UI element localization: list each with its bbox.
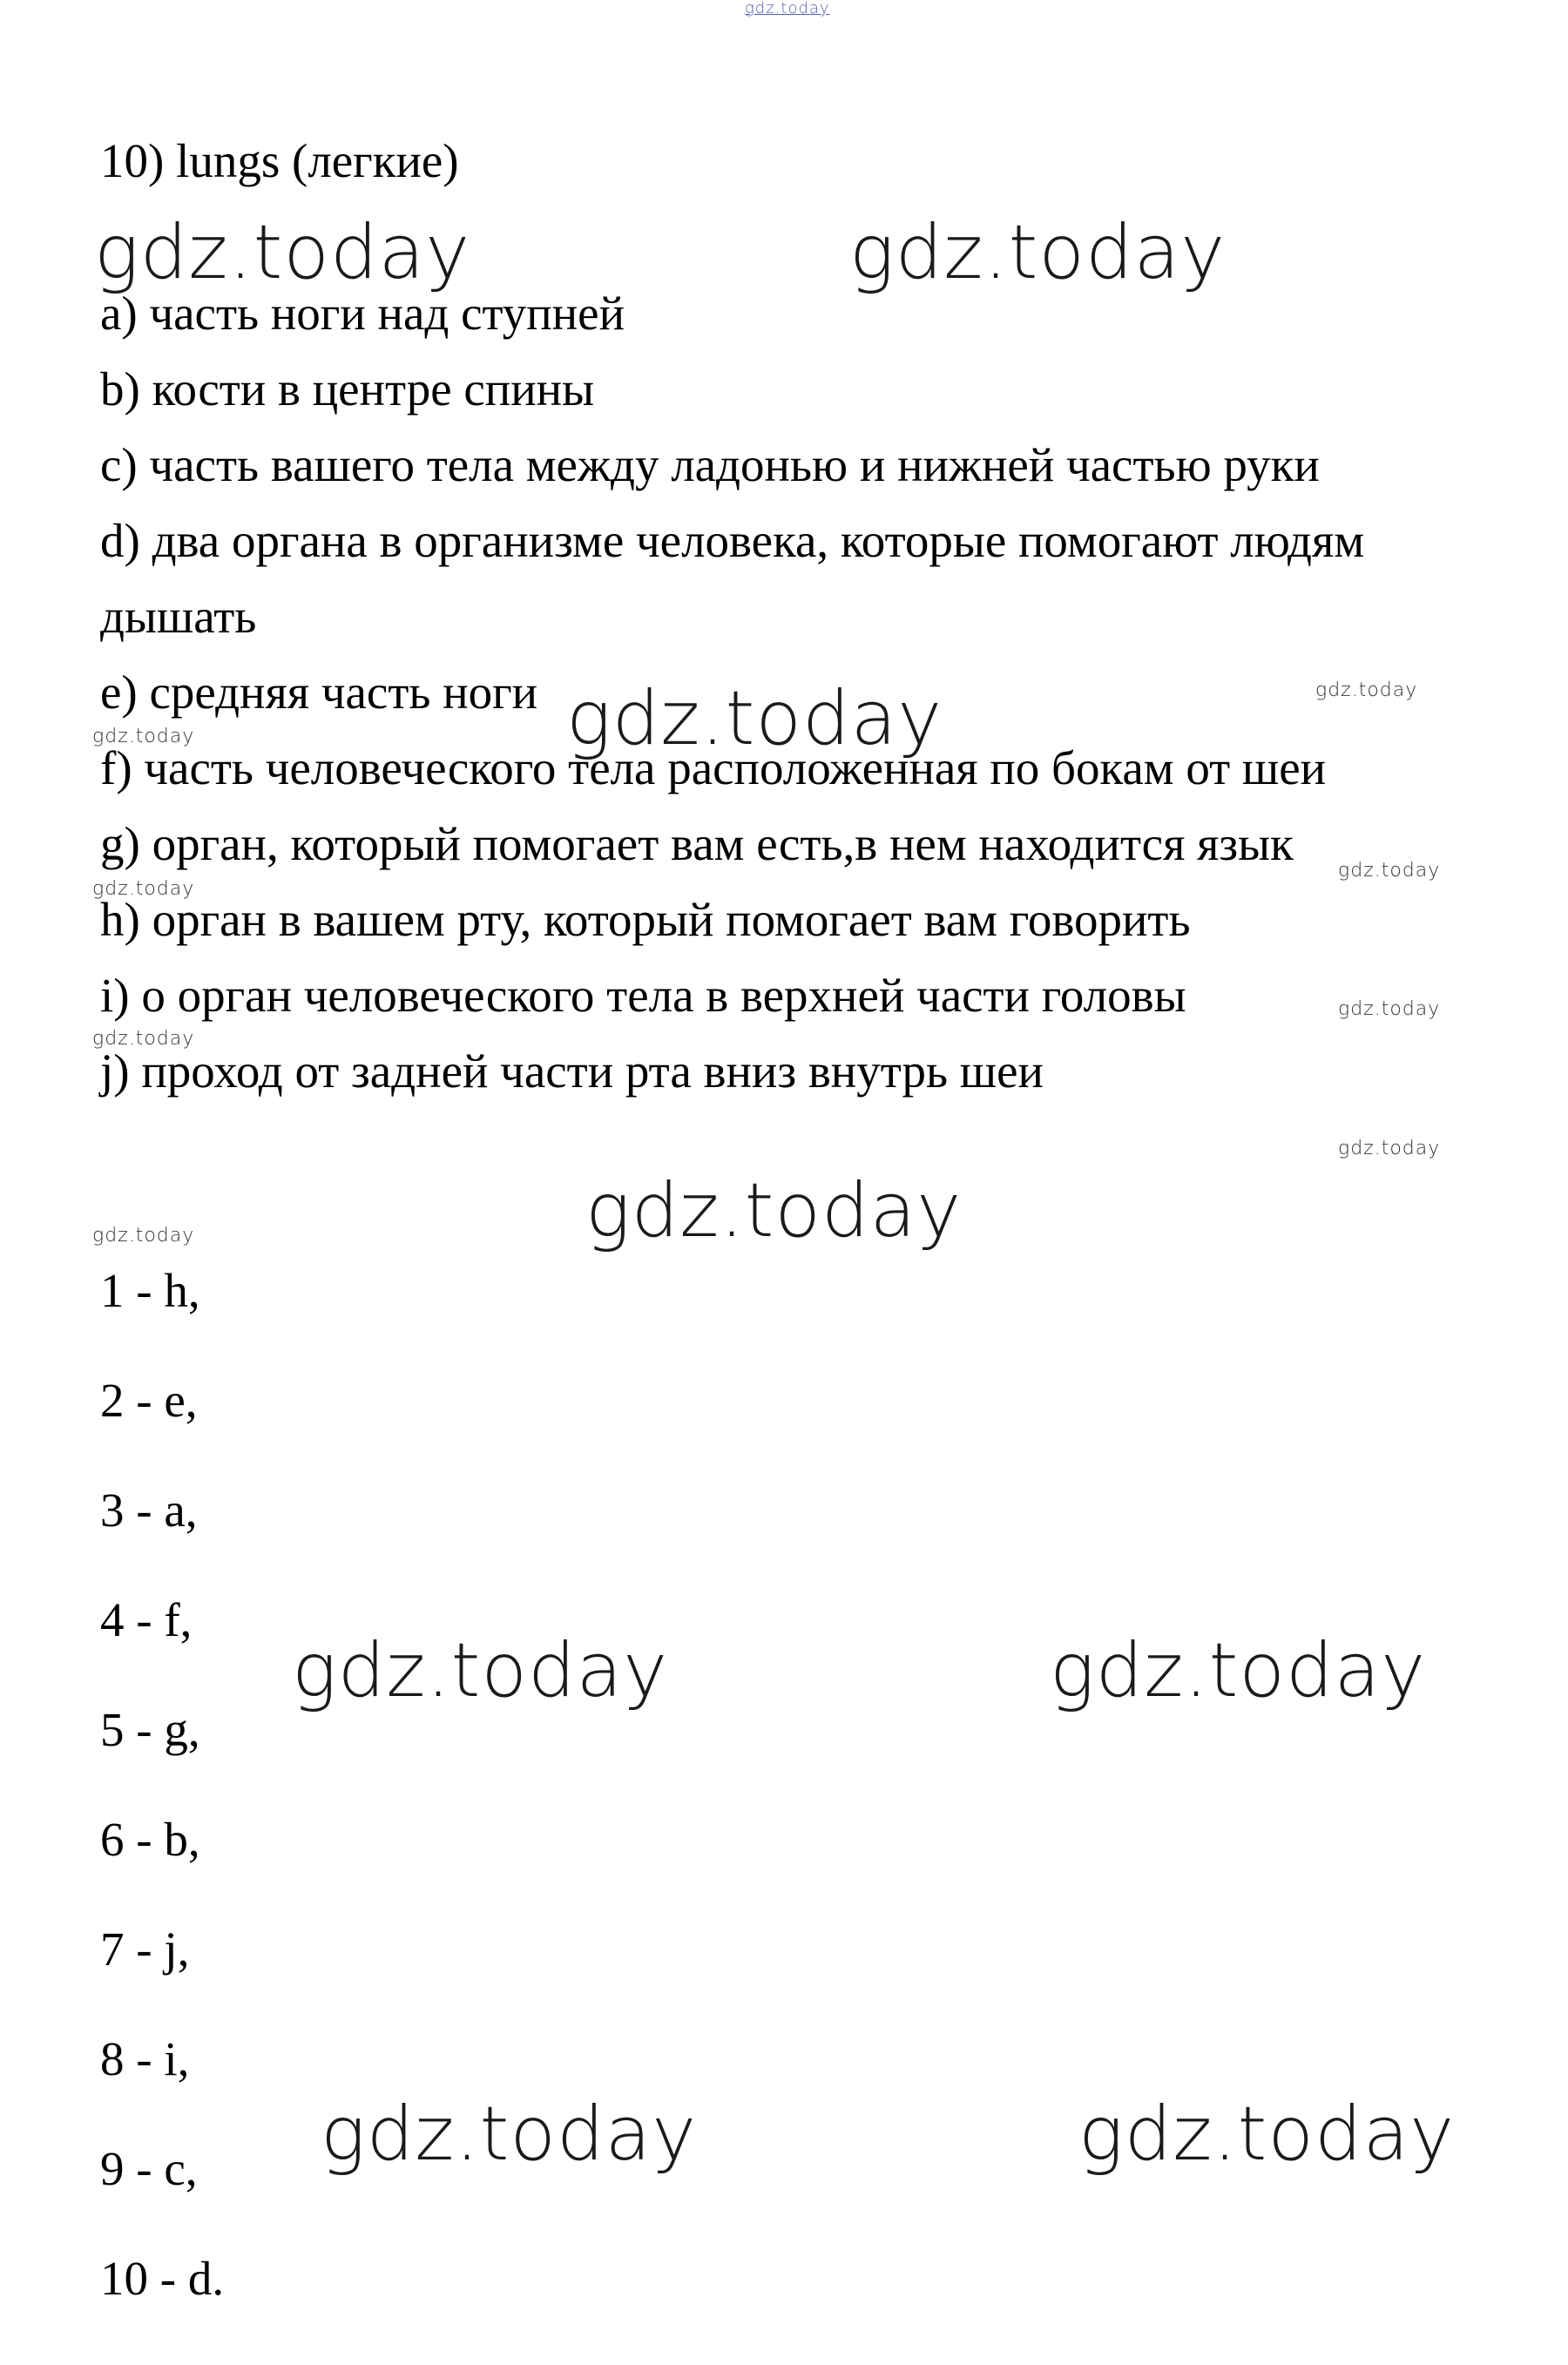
answer-1: 1 - h, — [100, 1264, 200, 1317]
watermark-small: gdz.today — [1338, 998, 1441, 1020]
answer-10: 10 - d. — [100, 2252, 225, 2305]
answer-2: 2 - e, — [100, 1374, 198, 1427]
exercise-title: 10) lungs (легкие) — [100, 134, 459, 187]
answer-6: 6 - b, — [100, 1813, 200, 1866]
definition-d-continued: дышать — [100, 590, 257, 643]
watermark-large: gdz.today — [1078, 2091, 1456, 2178]
definition-f: f) часть человеческого тела расположенная по бокам от шеи — [100, 741, 1327, 794]
watermark-small: gdz.today — [92, 878, 195, 900]
definition-h: h) орган в вашем рту, который помогает вам говорить — [100, 893, 1191, 946]
watermark-small: gdz.today — [1338, 860, 1441, 882]
watermark-large: gdz.today — [94, 209, 471, 296]
answer-3: 3 - a, — [100, 1483, 198, 1537]
watermark-large: gdz.today — [321, 2091, 698, 2178]
answer-4: 4 - f, — [100, 1593, 193, 1646]
watermark-large: gdz.today — [585, 1167, 963, 1254]
watermark-small: gdz.today — [92, 1225, 195, 1247]
watermark-large: gdz.today — [292, 1627, 669, 1714]
watermark-small: gdz.today — [92, 726, 195, 747]
answer-9: 9 - c, — [100, 2142, 198, 2195]
definition-b: b) кости в центре спины — [100, 362, 595, 416]
definition-c: c) часть вашего тела между ладонью и нижней частью руки — [100, 438, 1320, 491]
watermark-large: gdz.today — [1050, 1627, 1427, 1714]
watermark-top: gdz.today — [745, 0, 830, 17]
watermark-small: gdz.today — [1315, 679, 1418, 701]
answer-7: 7 - j, — [100, 1922, 190, 1976]
answer-5: 5 - g, — [100, 1703, 200, 1756]
definition-a: a) часть ноги над ступней — [100, 287, 625, 340]
definition-i: i) о орган человеческого тела в верхней части головы — [100, 969, 1186, 1022]
watermark-large: gdz.today — [566, 675, 943, 762]
definition-d: d) два органа в организме человека, которые помогают людям — [100, 514, 1365, 567]
answer-8: 8 - i, — [100, 2032, 190, 2085]
watermark-large: gdz.today — [849, 209, 1227, 296]
watermark-small: gdz.today — [92, 1028, 195, 1050]
definition-e: e) средняя часть ноги — [100, 666, 538, 719]
definition-j: j) проход от задней части рта вниз внутрь шеи — [100, 1044, 1044, 1098]
definition-g: g) орган, который помогает вам есть,в нем находится язык — [100, 817, 1294, 870]
watermark-small: gdz.today — [1338, 1138, 1441, 1159]
